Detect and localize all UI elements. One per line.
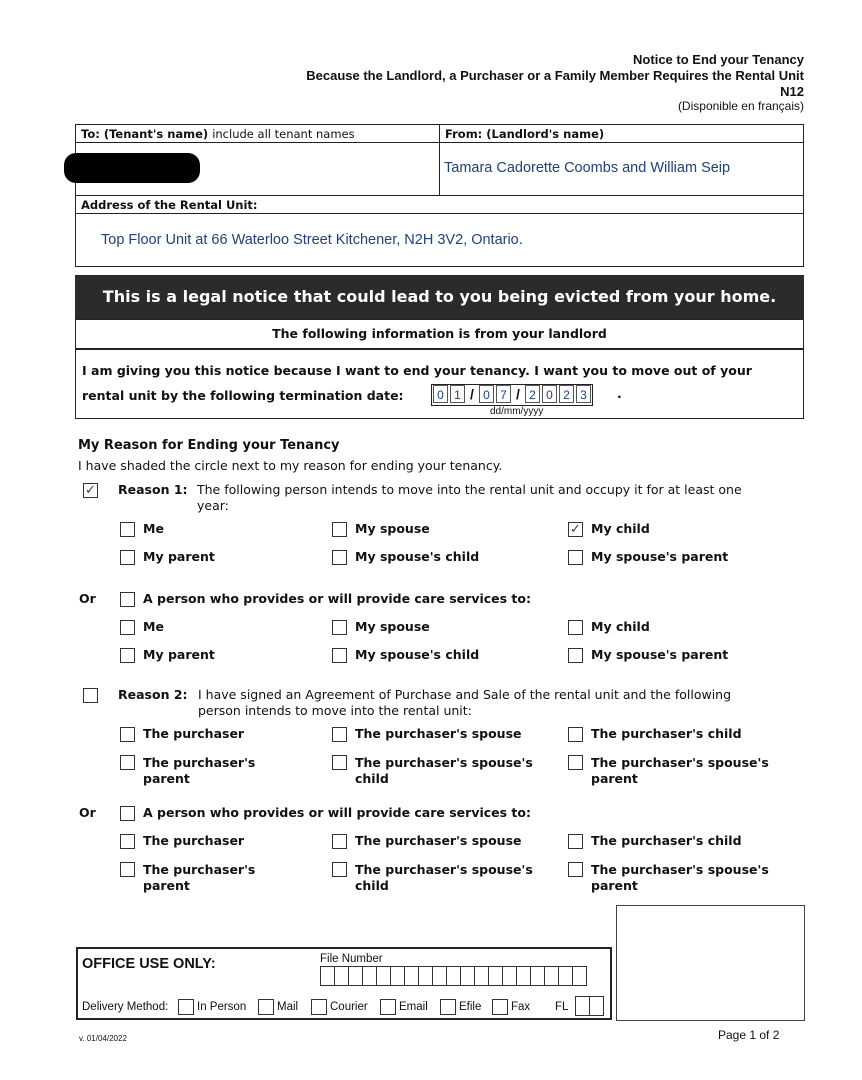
date-digit: 2 [559, 385, 574, 403]
option-purchasers-child-label: The purchaser's child [591, 726, 742, 741]
or-label-2: Or [79, 805, 96, 820]
option-my-spouses-child-label: My spouse's child [355, 549, 480, 564]
info-bar: The following information is from your landlord [75, 319, 804, 349]
option-me-checkbox[interactable] [120, 522, 135, 537]
form-subtitle: Because the Landlord, a Purchaser or a Family Member Requires the Rental Unit [306, 68, 804, 83]
care2-purchasers-child-checkbox[interactable] [568, 834, 583, 849]
delivery-in-person-checkbox[interactable] [178, 999, 194, 1015]
delivery-efile-label: Efile [459, 1001, 482, 1013]
reason-2-text-line-1: I have signed an Agreement of Purchase and Sale of the rental unit and the following [198, 687, 732, 702]
reason-2-label: Reason 2: [118, 687, 188, 702]
option-my-spouses-parent-checkbox[interactable] [568, 550, 583, 565]
care2-purchasers-parent-checkbox[interactable] [120, 862, 135, 877]
delivery-courier-checkbox[interactable] [311, 999, 327, 1015]
reason-2-text-line-2: person intends to move into the rental unit: [198, 703, 472, 718]
delivery-in-person-label: In Person [197, 1001, 247, 1013]
care2-purchasers-parent-label: The purchaser's parent [143, 862, 256, 893]
option-purchasers-spouses-parent-checkbox[interactable] [568, 755, 583, 770]
care-me-checkbox[interactable] [120, 620, 135, 635]
care2-purchasers-spouses-child-checkbox[interactable] [332, 862, 347, 877]
to-label: To: (Tenant's name) include all tenant names [81, 127, 355, 141]
care-my-child-label: My child [591, 619, 650, 634]
option-my-spouse-label: My spouse [355, 521, 430, 536]
care-my-spouses-parent-label: My spouse's parent [591, 647, 729, 662]
care2-purchasers-child-label: The purchaser's child [591, 833, 742, 848]
file-number-field[interactable] [320, 966, 586, 990]
option-purchasers-parent-checkbox[interactable] [120, 755, 135, 770]
care-my-spouses-parent-checkbox[interactable] [568, 648, 583, 663]
reason-1-text-line-1: The following person intends to move into the rental unit and occupy it for at least one [197, 482, 742, 497]
delivery-email-checkbox[interactable] [380, 999, 396, 1015]
care2-purchaser-checkbox[interactable] [120, 834, 135, 849]
date-digit: 0 [479, 385, 494, 403]
care-my-spouses-child-label: My spouse's child [355, 647, 480, 662]
reason-2-checkbox[interactable] [83, 688, 98, 703]
option-purchaser-checkbox[interactable] [120, 727, 135, 742]
stamp-box [616, 905, 805, 1021]
delivery-method-label: Delivery Method: [82, 1001, 169, 1013]
delivery-fax-label: Fax [511, 1001, 531, 1013]
version-label: v. 01/04/2022 [79, 1034, 127, 1043]
option-purchasers-spouses-parent-label: The purchaser's spouse's parent [591, 755, 769, 786]
option-my-spouses-child-checkbox[interactable] [332, 550, 347, 565]
option-my-spouses-parent-label: My spouse's parent [591, 549, 729, 564]
care-my-child-checkbox[interactable] [568, 620, 583, 635]
reasons-heading: My Reason for Ending your Tenancy [78, 438, 340, 453]
delivery-mail-checkbox[interactable] [258, 999, 274, 1015]
care-me-label: Me [143, 619, 164, 634]
care-my-spouse-checkbox[interactable] [332, 620, 347, 635]
redacted-tenant-name [64, 153, 200, 183]
delivery-courier-label: Courier [330, 1001, 368, 1013]
fl-field[interactable] [575, 996, 603, 1020]
date-format: dd/mm/yyyy [490, 406, 544, 417]
landlord-name[interactable]: Tamara Cadorette Coombs and William Seip [444, 160, 731, 176]
legal-notice-banner: This is a legal notice that could lead to you being evicted from your home. [75, 275, 804, 319]
termination-date-field[interactable] [431, 384, 593, 406]
notice-line-1: I am giving you this notice because I want to end your tenancy. I want you to move out of your [82, 363, 752, 378]
page-number: Page 1 of 2 [718, 1028, 780, 1042]
care2-purchasers-spouse-label: The purchaser's spouse [355, 833, 522, 848]
care2-purchasers-spouses-parent-label: The purchaser's spouse's parent [591, 862, 769, 893]
delivery-email-label: Email [399, 1001, 428, 1013]
reasons-intro: I have shaded the circle next to my reason for ending your tenancy. [78, 458, 503, 473]
or-label: Or [79, 591, 96, 606]
option-my-parent-checkbox[interactable] [120, 550, 135, 565]
fl-label: FL [555, 1001, 569, 1013]
care-my-spouse-label: My spouse [355, 619, 430, 634]
option-purchasers-spouses-child-label: The purchaser's spouse's child [355, 755, 533, 786]
option-my-spouse-checkbox[interactable] [332, 522, 347, 537]
date-slash: / [470, 386, 474, 402]
date-period: . [617, 386, 622, 401]
french-availability: (Disponible en français) [677, 99, 804, 113]
delivery-mail-label: Mail [277, 1001, 299, 1013]
option-purchasers-child-checkbox[interactable] [568, 727, 583, 742]
date-digit: 3 [576, 385, 591, 403]
date-slash: / [516, 386, 520, 402]
care-my-parent-checkbox[interactable] [120, 648, 135, 663]
date-digit: 7 [496, 385, 511, 403]
care2-purchasers-spouses-parent-checkbox[interactable] [568, 862, 583, 877]
care2-purchaser-label: The purchaser [143, 833, 245, 848]
form-code: N12 [780, 84, 804, 99]
option-purchasers-spouses-child-checkbox[interactable] [332, 755, 347, 770]
date-digit: 0 [542, 385, 557, 403]
care2-purchasers-spouses-child-label: The purchaser's spouse's child [355, 862, 533, 893]
option-me-label: Me [143, 521, 164, 536]
reason-1-label: Reason 1: [118, 482, 188, 497]
address-label: Address of the Rental Unit: [81, 198, 258, 212]
option-purchaser-label: The purchaser [143, 726, 245, 741]
option-purchasers-spouse-label: The purchaser's spouse [355, 726, 522, 741]
date-digit: 0 [433, 385, 448, 403]
option-purchasers-parent-label: The purchaser's parent [143, 755, 256, 786]
care2-purchasers-spouse-checkbox[interactable] [332, 834, 347, 849]
notice-line-2: rental unit by the following termination date: [82, 388, 404, 403]
reason-1-text-line-2: year: [197, 498, 229, 513]
option-purchasers-spouse-checkbox[interactable] [332, 727, 347, 742]
care-my-parent-label: My parent [143, 647, 215, 662]
delivery-efile-checkbox[interactable] [440, 999, 456, 1015]
care-services-label: A person who provides or will provide care services to: [143, 591, 531, 606]
reason-1-checkbox[interactable]: ✓ [83, 483, 98, 498]
care-services-2-label: A person who provides or will provide care services to: [143, 805, 531, 820]
from-label: From: (Landlord's name) [445, 127, 605, 141]
office-use-title: OFFICE USE ONLY: [82, 956, 216, 972]
option-my-parent-label: My parent [143, 549, 215, 564]
delivery-fax-checkbox[interactable] [492, 999, 508, 1015]
option-my-child-checkbox[interactable]: ✓ [568, 522, 583, 537]
date-digit: 2 [525, 385, 540, 403]
date-digit: 1 [450, 385, 465, 403]
option-my-child-label: My child [591, 521, 650, 536]
form-title: Notice to End your Tenancy [633, 52, 804, 67]
file-number-label: File Number [320, 953, 383, 965]
care-services-2-checkbox[interactable] [120, 806, 135, 821]
care-my-spouses-child-checkbox[interactable] [332, 648, 347, 663]
address-value[interactable]: Top Floor Unit at 66 Waterloo Street Kitchener, N2H 3V2, Ontario. [101, 232, 523, 248]
care-services-checkbox[interactable] [120, 592, 135, 607]
